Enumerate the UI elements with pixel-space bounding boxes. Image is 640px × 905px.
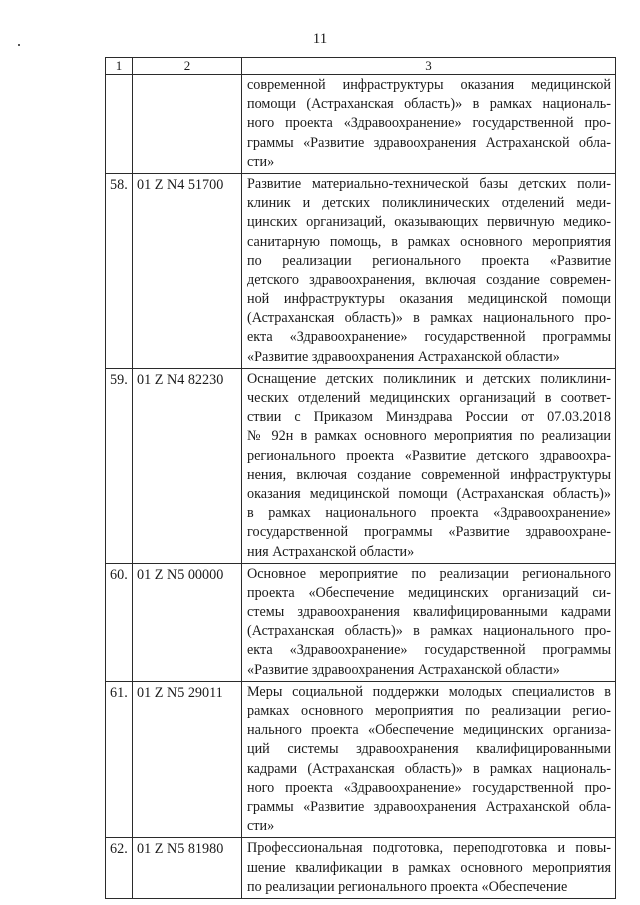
description-line: граммы «Развитие здравоохранения Астраханской обла- <box>247 798 611 815</box>
description <box>242 681 616 838</box>
classification-code: 01 Z N5 29011 <box>133 681 242 838</box>
description-line: нения, включая создание современной инфраструктуры <box>247 466 611 483</box>
description-line: цинских организаций, оказывающих первичную медико- <box>247 214 611 231</box>
table-row <box>106 681 616 838</box>
classification-code: 01 Z N5 00000 <box>133 563 242 681</box>
description-line: кадрами (Астраханская область)» в рамках националь- <box>247 760 611 777</box>
description-line: ций системы здравоохранения квалифицированными <box>247 741 611 758</box>
classification-code: 01 Z N4 82230 <box>133 368 242 563</box>
description-line: современной инфраструктуры оказания медицинской <box>247 77 611 93</box>
table-row <box>106 563 616 681</box>
description-line: Основное мероприятие по реализации регионального <box>247 565 611 582</box>
description <box>242 368 616 563</box>
description-line: Меры социальной поддержки молодых специалистов в <box>247 683 611 700</box>
description-line: клиник и детских поликлинических отделений меди- <box>247 195 611 212</box>
description-line: ного проекта «Здравоохранение» государственной про- <box>247 115 611 132</box>
row-number <box>106 75 133 174</box>
row-number: 62. <box>106 838 133 899</box>
row-number: 61. <box>106 681 133 838</box>
classification-code <box>133 75 242 174</box>
description <box>242 838 616 899</box>
header-cell-2: 2 <box>133 58 242 75</box>
description-line: (Астраханская область)» в рамках национального про- <box>247 623 611 640</box>
description-line: сти» <box>247 818 275 835</box>
description-line: ния Астраханской области» <box>247 543 415 560</box>
budget-classification-table <box>105 57 616 899</box>
scan-speck <box>18 44 20 46</box>
description-line: помощи (Астраханская область)» в рамках националь- <box>247 96 611 113</box>
description <box>242 563 616 681</box>
description <box>242 75 616 174</box>
description-line: № 92н в рамках основного мероприятия по реализации <box>247 428 611 445</box>
description-line: «Развитие здравоохранения Астраханской области» <box>247 348 560 365</box>
description-line: санитарную помощь, в рамках основного мероприятия <box>247 233 611 250</box>
description-line: (Астраханская область)» в рамках национального про- <box>247 310 611 327</box>
description-line: Оснащение детских поликлиник и детских поликлини- <box>247 370 611 387</box>
table-header-row <box>106 58 616 75</box>
description-line: по реализации регионального проекта «Обеспечение <box>247 878 568 895</box>
description-line: нального проекта «Обеспечение медицинских организа- <box>247 722 611 739</box>
description-line: по реализации регионального проекта «Развитие <box>247 252 611 269</box>
description-line: ческих отделений медицинских организаций в соответ- <box>247 390 611 406</box>
description-line: ной инфраструктуры оказания медицинской помощи <box>247 291 611 308</box>
header-cell-3: 3 <box>242 58 616 75</box>
description-line: «Развитие здравоохранения Астраханской области» <box>247 661 560 678</box>
table-row <box>106 368 616 563</box>
description-line: государственной программы «Развитие здравоохране- <box>247 524 611 541</box>
header-cell-1: 1 <box>106 58 133 75</box>
description-line: регионального проекта «Развитие детского здравоохра- <box>247 447 611 464</box>
classification-code: 01 Z N5 81980 <box>133 838 242 899</box>
row-number: 60. <box>106 563 133 681</box>
table-row <box>106 173 616 368</box>
description-line: Профессиональная подготовка, переподготовка и повы- <box>247 840 611 857</box>
description-line: детского здравоохранения, включая создание современ- <box>247 271 611 288</box>
description-line: сти» <box>247 153 275 170</box>
description-line: граммы «Развитие здравоохранения Астраханской обла- <box>247 134 611 151</box>
row-number: 59. <box>106 368 133 563</box>
description-line: стемы здравоохранения квалифицированными кадрами <box>247 604 611 621</box>
description-line: екта «Здравоохранение» государственной программы <box>247 329 611 346</box>
description-line: проекта «Обеспечение медицинских организаций си- <box>247 584 611 601</box>
description-line: ствии с Приказом Минздрава России от 07.03.2018 <box>247 409 611 426</box>
description-line: Развитие материально-технической базы детских поли- <box>247 175 611 192</box>
description-line: шение квалификации в рамках основного мероприятия <box>247 859 611 876</box>
description-line: оказания медицинской помощи (Астраханская область)» <box>247 485 611 502</box>
row-number: 58. <box>106 173 133 368</box>
table-row <box>106 838 616 899</box>
description-line: ного проекта «Здравоохранение» государственной про- <box>247 779 611 796</box>
classification-code: 01 Z N4 51700 <box>133 173 242 368</box>
table-row <box>106 75 616 174</box>
description-line: екта «Здравоохранение» государственной программы <box>247 642 611 659</box>
description-line: в рамках национального проекта «Здравоохранение» <box>247 505 611 522</box>
description-line: рамках основного мероприятия по реализации регио- <box>247 703 611 719</box>
page-number: 11 <box>312 31 328 47</box>
description <box>242 173 616 368</box>
